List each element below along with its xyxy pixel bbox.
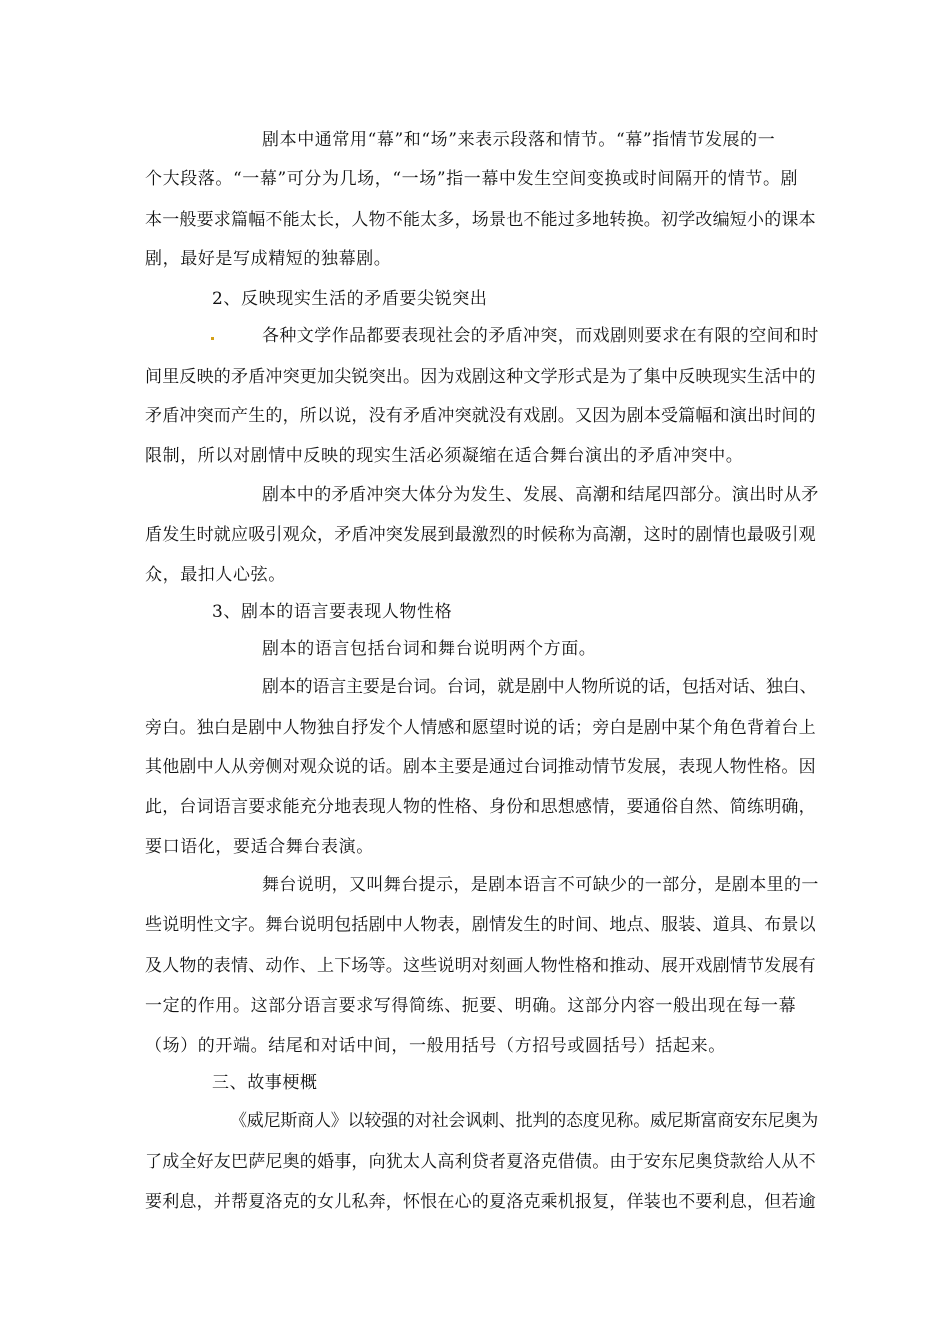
para6-line-3: 及人物的表情、动作、上下场等。这些说明对刻画人物性格和推动、展开戏剧情节发展有 <box>145 956 816 976</box>
para1-line-4: 剧，最好是写成精短的独幕剧。 <box>145 249 392 269</box>
para3-line-1: 剧本中的矛盾冲突大体分为发生、发展、高潮和结尾四部分。演出时从矛 <box>262 485 819 505</box>
para2-line-4: 限制，所以对剧情中反映的现实生活必须凝缩在适合舞台演出的矛盾冲突中。 <box>145 446 744 466</box>
para3-line-3: 众，最扣人心弦。 <box>145 565 286 585</box>
para6-line-2: 些说明性文字。舞台说明包括剧中人物表，剧情发生的时间、地点、服装、道具、布景以 <box>145 915 816 935</box>
para5-line-2: 旁白。独白是剧中人物独自抒发个人情感和愿望时说的话；旁白是剧中某个角色背着台上 <box>145 718 816 738</box>
para5-line-5: 要口语化，要适合舞台表演。 <box>145 837 374 857</box>
para7-line-1: 《威尼斯商人》以较强的对社会讽刺、批判的态度见称。威尼斯富商安东尼奥为 <box>230 1111 818 1131</box>
para1-line-1: 剧本中通常用“幕”和“场”来表示段落和情节。“幕”指情节发展的一 <box>262 130 776 150</box>
para6-line-1: 舞台说明，又叫舞台提示，是剧本语言不可缺少的一部分，是剧本里的一 <box>262 875 819 895</box>
para7-line-3: 要利息，并帮夏洛克的女儿私奔，怀恨在心的夏洛克乘机报复，佯装也不要利息，但若逾 <box>145 1192 816 1212</box>
para5-line-4: 此，台词语言要求能充分地表现人物的性格、身份和思想感情，要通俗自然、简练明确， <box>145 797 816 817</box>
para1-line-2: 个大段落。“一幕”可分为几场，“一场”指一幕中发生空间变换或时间隔开的情节。剧 <box>145 169 799 189</box>
para6-line-5: （场）的开端。结尾和对话中间，一般用括号（方招号或圆括号）括起来。 <box>145 1036 726 1056</box>
para2-line-3: 矛盾冲突而产生的，所以说，没有矛盾冲突就没有戏剧。又因为剧本受篇幅和演出时间的 <box>145 406 816 426</box>
para2-line-1: 各种文学作品都要表现社会的矛盾冲突，而戏剧则要求在有限的空间和时 <box>262 326 819 346</box>
para7-line-2: 了成全好友巴萨尼奥的婚事，向犹太人高利贷者夏洛克借债。由于安东尼奥贷款给人从不 <box>145 1152 816 1172</box>
para3-line-2: 盾发生时就应吸引观众，矛盾冲突发展到最激烈的时候称为高潮，这时的剧情也最吸引观 <box>145 525 816 545</box>
para4-line-1: 剧本的语言包括台词和舞台说明两个方面。 <box>262 639 597 659</box>
para5-line-3: 其他剧中人从旁侧对观众说的话。剧本主要是通过台词推动情节发展，表现人物性格。因 <box>145 757 816 777</box>
para2-line-2: 间里反映的矛盾冲突更加尖锐突出。因为戏剧这种文学形式是为了集中反映现实生活中的 <box>145 367 816 387</box>
section-heading-3: 3、剧本的语言要表现人物性格 <box>212 602 453 622</box>
para5-line-1: 剧本的语言主要是台词。台词，就是剧中人物所说的话，包括对话、独白、 <box>262 677 817 697</box>
section-heading-4: 三、故事梗概 <box>212 1073 318 1093</box>
para1-line-3: 本一般要求篇幅不能太长，人物不能太多，场景也不能过多地转换。初学改编短小的课本 <box>145 210 816 230</box>
stray-mark <box>211 337 214 340</box>
section-heading-2: 2、反映现实生活的矛盾要尖锐突出 <box>212 289 488 309</box>
para6-line-4: 一定的作用。这部分语言要求写得简练、扼要、明确。这部分内容一般出现在每一幕 <box>145 996 797 1016</box>
